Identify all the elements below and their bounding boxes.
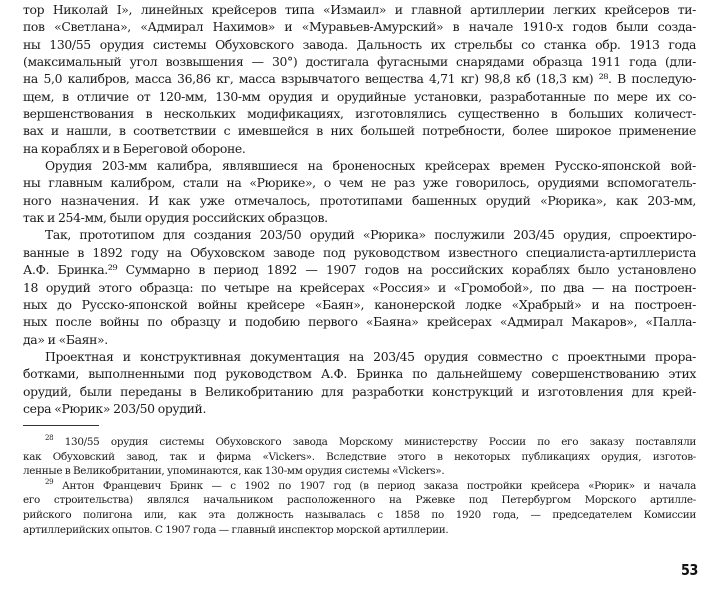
text-line: А.Ф. Бринка.²⁹ Суммарно в период 1892 — 1907 годов на российских кораблях было установлено xyxy=(23,262,696,278)
text-line: Так, прототипом для создания 203/50 орудий «Рюрика» послужили 203/45 орудия, спроектиро- xyxy=(45,227,696,243)
text-line: на 5,0 калибров, масса 36,86 кг, масса взрывчатого вещества 4,71 кг) 98,8 кб (18,3 км) ²⁸. В последую- xyxy=(23,71,696,87)
footnote-marker: 29 xyxy=(45,477,54,486)
text-line: вах и нашли, в соответствии с имевшейся в них большей потребности, более широкое применение xyxy=(23,123,696,139)
text-line: так и 254-мм, были орудия российских образцов. xyxy=(23,210,328,226)
footnote-line: артиллерийских опытов. С 1907 года — главный инспектор морской артиллерии. xyxy=(23,523,449,536)
text-line: вершенствования в нескольких модификациях, изготовлялись существенно в больших количест- xyxy=(23,106,696,122)
footnote-separator xyxy=(23,425,99,426)
main-text xyxy=(23,1,696,417)
page-number: 53 xyxy=(681,561,698,579)
text-line: (максимальный угол возвышения — 30°) достигала фугасными снарядами образца 1911 года (дли- xyxy=(23,54,696,70)
footnote-line: его строительства) являлся начальником расположенного на Ржевке под Петербургом Морского артилле- xyxy=(23,494,696,507)
text-line: Орудия 203-мм калибра, являвшиеся на броненосных крейсерах времен Русско-японской вой- xyxy=(45,158,696,174)
text-line: щем, в отличие от 120-мм, 130-мм орудия и орудийные установки, разработанные по мере их со- xyxy=(23,88,696,104)
footnote-29 xyxy=(23,479,696,537)
footnote-line: $^{28}$ 130/55 орудия системы Обуховского завода Морскому министерству России по его заказу поставляли xyxy=(45,434,696,448)
text-line: ванные в 1892 году на Обуховском заводе под руководством известного специалиста-артиллериста xyxy=(23,244,696,260)
footnote-line: как Обуховский завод, так и фирма «Vickers». Вследствие этого в некоторых публикациях орудия, изготов- xyxy=(23,450,696,463)
text-line: тор Николай I», линейных крейсеров типа «Измаил» и главной артиллерии легких крейсеров ти- xyxy=(23,2,696,17)
paragraph-4 xyxy=(23,348,696,417)
text-line: сера «Рюрик» 203/50 орудий. xyxy=(23,400,207,416)
text-line: ботками, выполненными под руководством А.Ф. Бринка по дальнейшему совершенствованию этих xyxy=(23,366,696,382)
paragraph-1 xyxy=(23,1,696,157)
text-line: ного назначения. И как уже отмечалось, прототипами башенных орудий «Рюрика», как 203-мм, xyxy=(23,192,696,208)
text-line: Проектная и конструктивная документация на 203/45 орудия совместно с проектными прора- xyxy=(45,348,696,364)
text-line: пов «Светлана», «Адмирал Нахимов» и «Муравьев-Амурский» в начале 1910-х годов были созда- xyxy=(23,19,696,35)
text-line: ных после войны по образцу и подобию первого «Баяна» крейсерах «Адмирал Макаров», «Палла- xyxy=(23,314,696,330)
text-line: ны главным калибром, стали на «Рюрике», о чем не раз уже говорилось, орудиями вспомогатель- xyxy=(23,175,696,191)
text-line: да» и «Баян». xyxy=(23,331,108,347)
footnote-28 xyxy=(23,435,696,479)
paragraph-3 xyxy=(23,226,696,347)
text-line: орудий, были переданы в Великобританию для разработки конструкций и изготовления для крей- xyxy=(23,383,696,399)
footnote-line: рийского полигона или, как эта должность называлась с 1858 по 1920 года, — председателем Комиссии xyxy=(23,508,696,521)
footnote-line: ленные в Великобритании, упоминаются, как 130-мм орудия системы «Vickers». xyxy=(23,465,445,478)
text-line: 18 орудий этого образца: по четыре на крейсерах «Россия» и «Громобой», по два — на построен- xyxy=(23,279,696,295)
footnotes xyxy=(23,435,696,537)
text-line: ных до Русско-японской войны крейсере «Баян», канонерской лодке «Храбрый» и на построен- xyxy=(23,296,696,312)
text-line: на кораблях и в Береговой обороне. xyxy=(23,140,246,156)
text-line: ны 130/55 орудия системы Обуховского завода. Дальность их стрельбы со станка обр. 1913 года xyxy=(23,36,696,52)
footnote-line: $^{29}$ Антон Францевич Бринк — с 1902 по 1907 год (в период заказа постройки крейсера «Рюрик» и начала xyxy=(45,477,696,492)
footnote-marker: 28 xyxy=(45,434,54,442)
paragraph-2 xyxy=(23,157,696,226)
